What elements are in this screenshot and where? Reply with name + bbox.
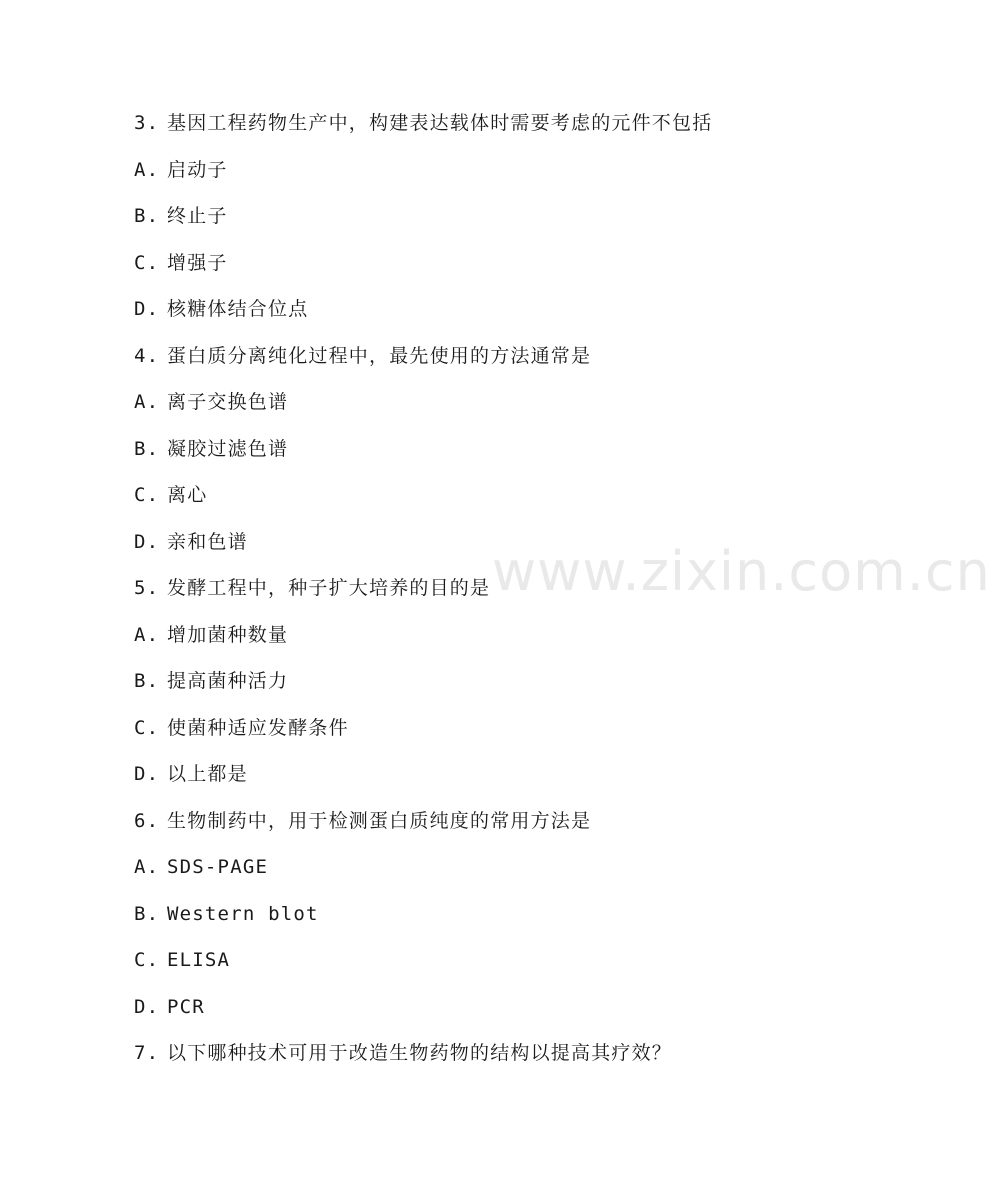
option-4b	[134, 430, 854, 477]
option-label: B.	[134, 437, 160, 460]
option-text: SDS-PAGE	[167, 856, 269, 878]
question-text: 发酵工程中，种子扩大培养的目的是	[167, 577, 491, 599]
option-text: 启动子	[167, 158, 228, 181]
option-6b	[134, 895, 854, 942]
option-text: 离心	[167, 484, 208, 506]
option-5c	[134, 709, 854, 756]
option-3d	[134, 290, 854, 337]
option-3c	[134, 244, 854, 291]
option-label: D.	[134, 995, 160, 1018]
option-label: C.	[134, 716, 160, 739]
option-4a	[134, 383, 854, 430]
question-number: 6.	[134, 809, 160, 832]
option-text: 终止子	[167, 205, 228, 227]
option-text: ELISA	[167, 949, 231, 971]
option-label: C.	[134, 251, 160, 274]
question-7	[134, 1034, 854, 1081]
option-text: PCR	[167, 995, 205, 1018]
option-text: 使菌种适应发酵条件	[167, 716, 349, 739]
question-list	[134, 104, 854, 1081]
question-number: 5.	[134, 577, 160, 599]
option-label: A.	[134, 391, 160, 413]
question-number: 3.	[134, 112, 160, 134]
option-4c	[134, 476, 854, 523]
option-6c	[134, 941, 854, 988]
option-label: A.	[134, 856, 160, 878]
option-label: C.	[134, 484, 160, 506]
option-label: B.	[134, 902, 160, 925]
question-number: 7.	[134, 1042, 160, 1064]
question-4	[134, 337, 854, 384]
option-3b	[134, 197, 854, 244]
option-label: B.	[134, 670, 160, 692]
option-label: D.	[134, 530, 160, 553]
option-label: D.	[134, 298, 160, 320]
option-text: Western blot	[167, 902, 319, 925]
question-3	[134, 104, 854, 151]
option-5a	[134, 616, 854, 663]
question-6	[134, 802, 854, 849]
option-5b	[134, 662, 854, 709]
option-6a	[134, 848, 854, 895]
option-text: 凝胶过滤色谱	[167, 437, 289, 460]
option-label: A.	[134, 158, 160, 181]
option-text: 增加菌种数量	[167, 623, 289, 646]
option-text: 以上都是	[167, 763, 248, 785]
option-label: A.	[134, 623, 160, 646]
option-text: 亲和色谱	[167, 530, 248, 553]
question-number: 4.	[134, 344, 160, 367]
option-label: D.	[134, 763, 160, 785]
option-text: 增强子	[167, 251, 228, 274]
question-5	[134, 569, 854, 616]
question-text: 生物制药中，用于检测蛋白质纯度的常用方法是	[167, 809, 592, 832]
option-4d	[134, 523, 854, 570]
watermark-text: www.zixin.com.cn	[492, 540, 991, 603]
question-text: 基因工程药物生产中，构建表达载体时需要考虑的元件不包括	[167, 112, 713, 134]
option-label: B.	[134, 205, 160, 227]
option-6d	[134, 988, 854, 1035]
option-text: 离子交换色谱	[167, 391, 289, 413]
question-text: 蛋白质分离纯化过程中，最先使用的方法通常是	[167, 344, 592, 367]
option-text: 提高菌种活力	[167, 670, 289, 692]
option-3a	[134, 151, 854, 198]
option-label: C.	[134, 949, 160, 971]
option-5d	[134, 755, 854, 802]
option-text: 核糖体结合位点	[167, 298, 309, 320]
question-text: 以下哪种技术可用于改造生物药物的结构以提高其疗效？	[167, 1042, 673, 1064]
